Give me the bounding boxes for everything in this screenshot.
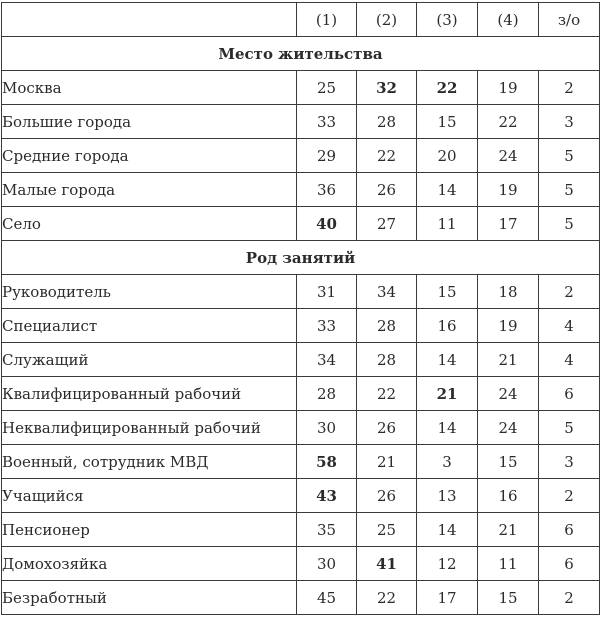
value-cell-4: 24 — [478, 377, 539, 411]
table-row — [2, 547, 600, 581]
value-cell-1: 31 — [297, 275, 357, 309]
value-cell-2: 41 — [357, 547, 417, 581]
value-cell-3: 13 — [417, 479, 478, 513]
value-cell-3: 22 — [417, 71, 478, 105]
header-row — [2, 3, 600, 37]
value-cell-4: 16 — [478, 479, 539, 513]
value-cell-zo: 2 — [539, 71, 600, 105]
value-cell-3: 14 — [417, 343, 478, 377]
row-label: Специалист — [2, 309, 297, 343]
table-row — [2, 377, 600, 411]
row-label: Москва — [2, 71, 297, 105]
value-cell-2: 26 — [357, 479, 417, 513]
value-cell-zo: 5 — [539, 173, 600, 207]
value-cell-1: 29 — [297, 139, 357, 173]
value-cell-4: 19 — [478, 71, 539, 105]
row-label: Безработный — [2, 581, 297, 615]
value-cell-3: 16 — [417, 309, 478, 343]
value-cell-zo: 3 — [539, 445, 600, 479]
row-label: Руководитель — [2, 275, 297, 309]
value-cell-zo: 3 — [539, 105, 600, 139]
value-cell-1: 35 — [297, 513, 357, 547]
value-cell-3: 15 — [417, 105, 478, 139]
value-cell-2: 26 — [357, 411, 417, 445]
value-cell-3: 14 — [417, 173, 478, 207]
table-row — [2, 173, 600, 207]
value-cell-2: 21 — [357, 445, 417, 479]
table-row — [2, 581, 600, 615]
row-label: Село — [2, 207, 297, 241]
value-cell-zo: 6 — [539, 513, 600, 547]
value-cell-4: 11 — [478, 547, 539, 581]
value-cell-zo: 2 — [539, 275, 600, 309]
row-label: Большие города — [2, 105, 297, 139]
value-cell-1: 28 — [297, 377, 357, 411]
row-label: Служащий — [2, 343, 297, 377]
value-cell-3: 12 — [417, 547, 478, 581]
value-cell-1: 40 — [297, 207, 357, 241]
table-row — [2, 207, 600, 241]
value-cell-3: 17 — [417, 581, 478, 615]
data-table — [1, 2, 600, 615]
value-cell-3: 11 — [417, 207, 478, 241]
value-cell-1: 36 — [297, 173, 357, 207]
value-cell-zo: 4 — [539, 343, 600, 377]
header-cell-zo: з/о — [539, 3, 600, 37]
value-cell-1: 33 — [297, 309, 357, 343]
table-row — [2, 411, 600, 445]
value-cell-zo: 2 — [539, 479, 600, 513]
row-label: Неквалифицированный рабочий — [2, 411, 297, 445]
value-cell-2: 22 — [357, 377, 417, 411]
row-label: Домохозяйка — [2, 547, 297, 581]
value-cell-zo: 5 — [539, 139, 600, 173]
value-cell-1: 33 — [297, 105, 357, 139]
value-cell-4: 24 — [478, 411, 539, 445]
section-header-row — [2, 241, 600, 275]
value-cell-zo: 5 — [539, 411, 600, 445]
section-header-row — [2, 37, 600, 71]
value-cell-4: 24 — [478, 139, 539, 173]
row-label: Квалифицированный рабочий — [2, 377, 297, 411]
value-cell-3: 21 — [417, 377, 478, 411]
value-cell-4: 21 — [478, 343, 539, 377]
value-cell-zo: 6 — [539, 377, 600, 411]
row-label: Средние города — [2, 139, 297, 173]
value-cell-1: 58 — [297, 445, 357, 479]
value-cell-zo: 2 — [539, 581, 600, 615]
value-cell-3: 3 — [417, 445, 478, 479]
value-cell-2: 22 — [357, 581, 417, 615]
value-cell-2: 27 — [357, 207, 417, 241]
value-cell-4: 17 — [478, 207, 539, 241]
value-cell-3: 14 — [417, 513, 478, 547]
header-cell-3: (3) — [417, 3, 478, 37]
row-label: Военный, сотрудник МВД — [2, 445, 297, 479]
row-label: Малые города — [2, 173, 297, 207]
value-cell-1: 43 — [297, 479, 357, 513]
value-cell-1: 34 — [297, 343, 357, 377]
value-cell-2: 22 — [357, 139, 417, 173]
value-cell-4: 15 — [478, 581, 539, 615]
value-cell-2: 32 — [357, 71, 417, 105]
value-cell-4: 18 — [478, 275, 539, 309]
table-row — [2, 71, 600, 105]
value-cell-zo: 5 — [539, 207, 600, 241]
table-body — [2, 3, 600, 615]
table-row — [2, 445, 600, 479]
value-cell-1: 30 — [297, 411, 357, 445]
value-cell-3: 20 — [417, 139, 478, 173]
table-row — [2, 343, 600, 377]
value-cell-2: 25 — [357, 513, 417, 547]
header-cell-label — [2, 3, 297, 37]
value-cell-zo: 4 — [539, 309, 600, 343]
value-cell-2: 26 — [357, 173, 417, 207]
section-title: Род занятий — [2, 241, 600, 275]
value-cell-2: 28 — [357, 343, 417, 377]
value-cell-zo: 6 — [539, 547, 600, 581]
value-cell-3: 14 — [417, 411, 478, 445]
table-row — [2, 139, 600, 173]
value-cell-1: 45 — [297, 581, 357, 615]
table-row — [2, 513, 600, 547]
section-title: Место жительства — [2, 37, 600, 71]
table-row — [2, 309, 600, 343]
value-cell-4: 22 — [478, 105, 539, 139]
value-cell-4: 19 — [478, 309, 539, 343]
header-cell-2: (2) — [357, 3, 417, 37]
value-cell-1: 25 — [297, 71, 357, 105]
table-row — [2, 479, 600, 513]
value-cell-3: 15 — [417, 275, 478, 309]
row-label: Учащийся — [2, 479, 297, 513]
value-cell-4: 19 — [478, 173, 539, 207]
value-cell-2: 28 — [357, 309, 417, 343]
table-row — [2, 105, 600, 139]
table-row — [2, 275, 600, 309]
value-cell-4: 21 — [478, 513, 539, 547]
value-cell-1: 30 — [297, 547, 357, 581]
value-cell-4: 15 — [478, 445, 539, 479]
value-cell-2: 34 — [357, 275, 417, 309]
header-cell-1: (1) — [297, 3, 357, 37]
header-cell-4: (4) — [478, 3, 539, 37]
value-cell-2: 28 — [357, 105, 417, 139]
row-label: Пенсионер — [2, 513, 297, 547]
